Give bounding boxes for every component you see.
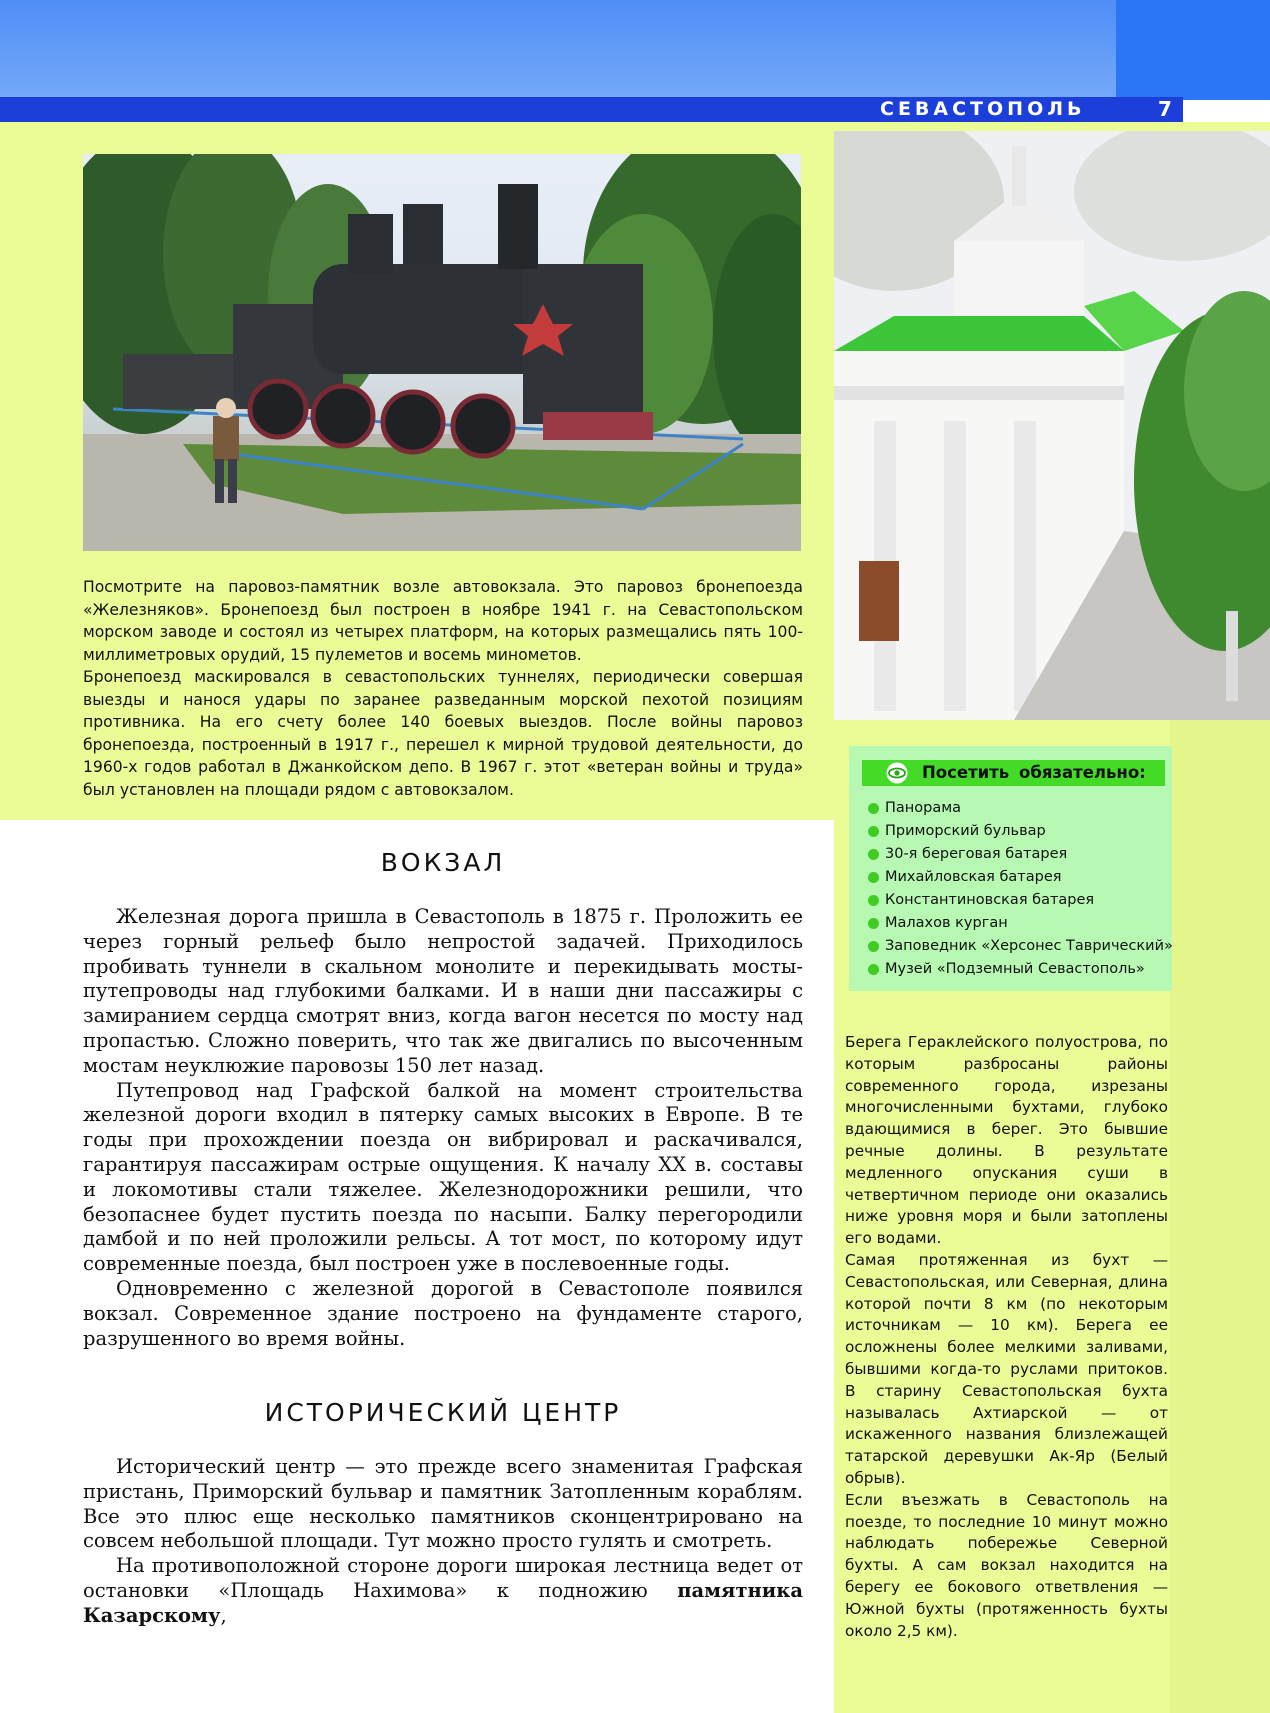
- section-heading-vokzal: ВОКЗАЛ: [380, 848, 506, 877]
- list-item-label: Музей «Подземный Севастополь»: [885, 961, 1145, 977]
- bullet-icon: [868, 849, 879, 860]
- bullet-icon: [868, 803, 879, 814]
- body-text-fragment: ,: [220, 1603, 227, 1627]
- bullet-icon: [868, 826, 879, 837]
- list-item-label: Малахов курган: [885, 915, 1008, 931]
- sidebar-paragraph: Берега Гераклейского полуострова, по которым разбросаны районы современного города, изрезаны многочисленными бухтами, глубоко вдающимися в берег. Это бывшие речные долины. В результате медленного опускания суши в четвертичном периоде они оказались ниже уровня моря и были затоплены его водами.: [845, 1033, 1168, 1248]
- body-paragraph: Путепровод над Графской балкой на момент строительства железной дороги входил в пятерку самых высоких в Европе. В те годы при прохождении поезда он вибрировал и раскачивался, гарантируя пассажирам острые ощущения. К началу XX в. составы и локомотивы стали тяжелее. Железнодорожники решили, что безопаснее будет пустить поезда по насыпи. Балку перегородили дамбой и по ней проложили рельсы. А тот мост, по которому идут современные поезда, был построен уже в послевоенные годы.: [83, 1078, 803, 1276]
- bullet-icon: [868, 872, 879, 883]
- sidebar-text: [845, 1032, 1168, 1642]
- locomotive-photo: [83, 154, 801, 551]
- list-item: [868, 889, 1173, 912]
- list-item: [868, 958, 1173, 981]
- eye-icon: [885, 762, 909, 784]
- station-illustration: [834, 131, 1270, 720]
- photo-caption: [83, 576, 803, 801]
- must-visit-list: [868, 797, 1173, 981]
- body-bold-term: памятника Казарскому: [83, 1578, 803, 1627]
- bullet-icon: [868, 895, 879, 906]
- sidebar-paragraph: Самая протяженная из бухт — Севастопольская, или Северная, длина которой почти 8 км (по некоторым источникам — 10 км). Берега ее осложнены более мелкими заливами, бывшими когда-то руслами притоков. В старину Севастопольская бухта называлась Ахтиарской — от искаженного названия близлежащей татарской деревушки Ак-Яр (Белый обрыв).: [845, 1250, 1168, 1487]
- caption-paragraph: Бронепоезд маскировался в севастопольских туннелях, периодически совершая выезды и нанося удары по заранее разведанным морской пехотой позициям противника. На его счету более 140 боевых выездов. После войны паровоз бронепоезда, построенный в 1917 г., перешел к мирной трудовой деятельности, до 1960-х годов работал в Джанкойском депо. В 1967 г. этот «ветеран войны и труда» был установлен на площади рядом с автовокзалом.: [83, 668, 803, 799]
- list-item-label: 30-я береговая батарея: [885, 846, 1068, 862]
- body-paragraph: [83, 1554, 803, 1628]
- station-photo: [834, 131, 1270, 720]
- section-heading-center: ИСТОРИЧЕСКИЙ ЦЕНТР: [264, 1398, 622, 1427]
- list-item-label: Михайловская батарея: [885, 869, 1062, 885]
- list-item: [868, 935, 1173, 958]
- sidebar-edge-background: [1170, 720, 1270, 1713]
- list-item: [868, 912, 1173, 935]
- body-paragraph: Одновременно с железной дорогой в Севастополе появился вокзал. Современное здание построено на фундаменте старого, разрушенного во время войны.: [83, 1276, 803, 1350]
- locomotive-illustration: [83, 154, 801, 551]
- list-item: [868, 843, 1173, 866]
- header-background: [0, 0, 1270, 97]
- section-body-vokzal: [83, 905, 803, 1351]
- list-item: [868, 797, 1173, 820]
- list-item-label: Панорама: [885, 800, 962, 816]
- section-title: СЕВАСТОПОЛЬ: [880, 98, 1086, 120]
- section-body-center: [83, 1455, 803, 1629]
- bullet-icon: [868, 918, 879, 929]
- page-number: 7: [1158, 97, 1172, 121]
- bullet-icon: [868, 941, 879, 952]
- header-corner-block: [1116, 0, 1270, 100]
- must-visit-title: Посетить обязательно:: [922, 763, 1146, 782]
- list-item-label: Константиновская батарея: [885, 892, 1095, 908]
- sidebar-paragraph: Если въезжать в Севастополь на поезде, то последние 10 минут можно наблюдать побережье Северной бухты. А сам вокзал находится на берегу ее бокового ответвления — Южной бухты (протяженность бухты около 2,5 км).: [845, 1490, 1168, 1640]
- list-item-label: Заповедник «Херсонес Таврический»: [885, 938, 1173, 954]
- list-item-label: Приморский бульвар: [885, 823, 1046, 839]
- caption-paragraph: Посмотрите на паровоз-памятник возле автовокзала. Это паровоз бронепоезда «Железняков». Бронепоезд был построен в ноябре 1941 г. на Севастопольском морском заводе и состоял из четырех платформ, на которых размещались пять 100-миллиметровых орудий, 15 пулеметов и восемь минометов.: [83, 578, 803, 664]
- list-item: [868, 820, 1173, 843]
- list-item: [868, 866, 1173, 889]
- body-paragraph: Исторический центр — это прежде всего знаменитая Графская пристань, Приморский бульвар и памятник Затопленным кораблям. Все это плюс еще несколько памятников сконцентрировано на совсем небольшой площади. Тут можно просто гулять и смотреть.: [83, 1455, 803, 1553]
- body-paragraph: Железная дорога пришла в Севастополь в 1875 г. Проложить ее через горный рельеф было непростой задачей. Приходилось пробивать туннели в скальном монолите и перекидывать мосты-путепроводы над глубокими балками. И в наши дни пассажиры с замиранием сердца смотрят вниз, когда вагон несется по мосту над пропастью. Сложно поверить, что так же двигались по высоченным мостам неуклюжие паровозы 150 лет назад.: [83, 905, 803, 1077]
- bullet-icon: [868, 964, 879, 975]
- body-text-fragment: На противоположной стороне дороги широкая лестница ведет от остановки «Площадь Нахимова» к подножию: [83, 1554, 803, 1602]
